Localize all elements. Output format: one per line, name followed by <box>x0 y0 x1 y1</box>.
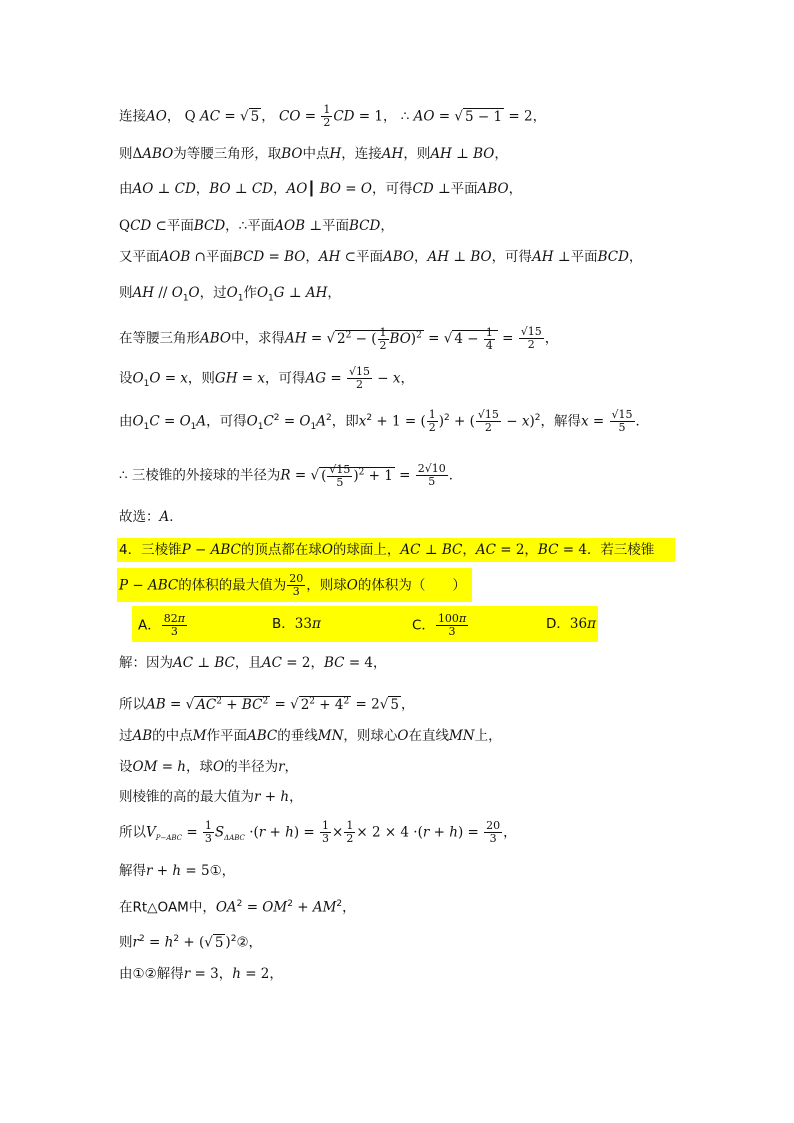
solution2-line-8: 在Rt△OAM中，$OA^2 = OM^2 + AM^2$， <box>119 899 356 916</box>
text: 的垂线 <box>277 728 318 744</box>
solution-line-2: 则ΔABO为等腰三角形，取BO中点H，连接AH，则AH ⊥ BO， <box>119 146 508 162</box>
options-highlight <box>132 606 598 642</box>
text: ， <box>166 108 181 125</box>
text: ， <box>532 108 547 125</box>
solution-line-5: 又平面AOB ∩平面BCD = BO，AH ⊂平面ABO，AH ⊥ BO，可得AH ⊥平面BCD， <box>119 249 643 265</box>
text: ①， <box>209 863 236 879</box>
solution2-line-3: 过AB的中点M作平面ABC的垂线MN，则球心O在直线MN上， <box>119 728 502 744</box>
answer-line: 故选：A． <box>119 509 183 525</box>
text: 在直线 <box>408 728 449 744</box>
text: 在等腰三角形 <box>119 330 200 347</box>
text: 的半径为 <box>224 759 279 775</box>
option-label: B． <box>272 616 295 632</box>
text: 设 <box>119 759 133 775</box>
text: 则棱锥的高的最大值为 <box>119 789 254 805</box>
text: 的体积的最大值为 <box>178 577 287 594</box>
text: ．若三棱锥 <box>586 542 655 558</box>
text: 连接 <box>119 108 146 125</box>
text: 的中点 <box>152 728 193 744</box>
text: 的体积为（ ） <box>357 577 466 594</box>
text: 则 <box>119 285 133 301</box>
text: 所以 <box>119 824 146 841</box>
text: 平面 <box>205 249 233 265</box>
text: ，球 <box>186 759 213 775</box>
text: 又平面 <box>119 249 160 265</box>
option-a: A． $\frac{82\pi}{3}$ <box>138 612 185 638</box>
text: 在Rt△OAM中， <box>119 899 216 916</box>
text: 由 <box>119 413 133 430</box>
solution2-line-7: 解得r + h = 5①， <box>119 863 236 879</box>
solution-line-3: 由AO ⊥ CD，BO ⊥ CD，AO┃ BO = O，可得CD ⊥平面ABO， <box>119 181 523 197</box>
text: 三棱锥的外接球的半径为 <box>131 467 281 484</box>
text: 解：因为 <box>119 655 173 671</box>
solution-line-6: 则AH // $O_1O$，过$O_1$作$O_1G$ ⊥ AH， <box>119 285 341 304</box>
text: 则 <box>119 146 133 162</box>
solution-line-1: 连接AO， Q AC = √ 5 ， CO = $\frac{1}{2}$ CD = 1， ∴ AO = √ 5 − 1 = 2， <box>119 103 547 129</box>
text: 中，求得 <box>231 330 285 347</box>
text: 的球面上， <box>332 542 401 558</box>
option-label: D． <box>546 616 570 632</box>
text: 平面 <box>322 218 350 234</box>
option-label: C． <box>412 617 435 634</box>
text: 由①②解得 <box>119 966 184 982</box>
text: 过 <box>119 728 133 744</box>
solution-line-9: 由$O_1C = O_1A$，可得$O_1C^2 = O_1A^2$，即$x^2 + 1$ = ( $\frac{1}{2}$ )$^2$ + ( $\frac{√15}{2}$ − x)$^2$，解得x = $\frac{√15}{5}$ ． <box>119 408 650 434</box>
text: 平面 <box>355 249 383 265</box>
option-c: C． $\frac{100\pi}{3}$ <box>412 612 467 638</box>
text: 中点 <box>302 146 330 162</box>
solution-line-8: 设$O_1O = x$，则GH = x，可得AG = $\frac{√15}{2}$ − x， <box>119 365 415 391</box>
text: 故选： <box>119 509 160 525</box>
solution2-line-1: 解：因为AC ⊥ BC，且AC = 2，BC = 4， <box>119 655 387 671</box>
text: 4．三棱锥 <box>119 542 182 558</box>
solution2-line-10: 由①②解得r = 3，h = 2， <box>119 966 283 982</box>
text: ，过 <box>199 285 227 301</box>
question-line-2: P − ABC的体积的最大值为 $\frac{20}{3}$ ，则球O的体积为（ ） <box>119 572 466 598</box>
question-line-1: 4．三棱锥P − ABC的顶点都在球O的球面上，AC ⊥ BC，AC = 2，BC = 4．若三棱锥 <box>119 542 655 558</box>
text: 设 <box>119 370 133 387</box>
solution-line-10: ∴ 三棱锥的外接球的半径为R = √ ( $\frac{√15}{5}$ )$^2$ + 1 = $\frac{2√10}{5}$ ． <box>119 462 463 489</box>
solution2-line-5: 则棱锥的高的最大值为r + h， <box>119 789 303 805</box>
text: ，则 <box>187 370 215 387</box>
text: 则 <box>119 934 133 951</box>
text: ，则 <box>403 146 431 162</box>
option-d: D．36π <box>546 616 596 632</box>
answer-letter: A <box>159 509 170 525</box>
text: ，可得 <box>371 181 413 197</box>
option-label: A． <box>138 617 161 634</box>
text: 由 <box>119 181 133 197</box>
text: 所以 <box>119 696 146 713</box>
solution-line-7: 在等腰三角形ABO中，求得AH = √ $2^2$ − ( $\frac{1}{2}$ BO)$^2$ = √ 4 − $\frac{1}{4}$ = $\frac{√15}{2}$ ， <box>119 325 559 352</box>
text: 上， <box>474 728 502 744</box>
text: 平面 <box>450 181 478 197</box>
text: 的顶点都在球 <box>240 542 322 558</box>
text: 作 <box>243 285 257 301</box>
text: 解得 <box>119 863 146 879</box>
text: ②， <box>236 934 263 951</box>
text: 作平面 <box>206 728 247 744</box>
text: ，解得 <box>540 413 581 430</box>
solution2-line-9: 则$r^2 = h^2$ + (√ 5 )$^2$②， <box>119 934 263 951</box>
text: ，则球心 <box>343 728 398 744</box>
solution2-line-6: 所以$V_{P-ABC}$ = $\frac{1}{3}$ $S_{\Delta ABC} \cdot(r + h)$ = $\frac{1}{3}$ × $\frac{1}{2}$ × 2 × 4 ·(r + h) = $\frac{20}{3}$ ， <box>119 819 517 845</box>
solution2-line-2: 所以AB = √ $AC^2 + BC^2$ = √ $2^2 + 4^2 = 2√$ 5 ， <box>119 696 415 713</box>
text: 平面 <box>247 218 275 234</box>
text: ，则球 <box>306 577 347 594</box>
text: ， <box>261 108 275 125</box>
text: 平面 <box>570 249 598 265</box>
text: ，可得 <box>206 413 247 430</box>
text: ，可得 <box>265 370 306 387</box>
text: ，且 <box>234 655 262 671</box>
text: ，可得 <box>491 249 533 265</box>
option-b: B．33π <box>272 616 321 632</box>
text: 为等腰三角形，取 <box>173 146 282 162</box>
text: ，即 <box>331 413 359 430</box>
solution-line-4: QCD ⊂平面BCD，∴平面AOB ⊥平面BCD， <box>119 218 394 234</box>
text: ，连接 <box>341 146 382 162</box>
text: 平面 <box>166 218 194 234</box>
solution2-line-4: 设OM = h，球O的半径为r， <box>119 759 299 775</box>
